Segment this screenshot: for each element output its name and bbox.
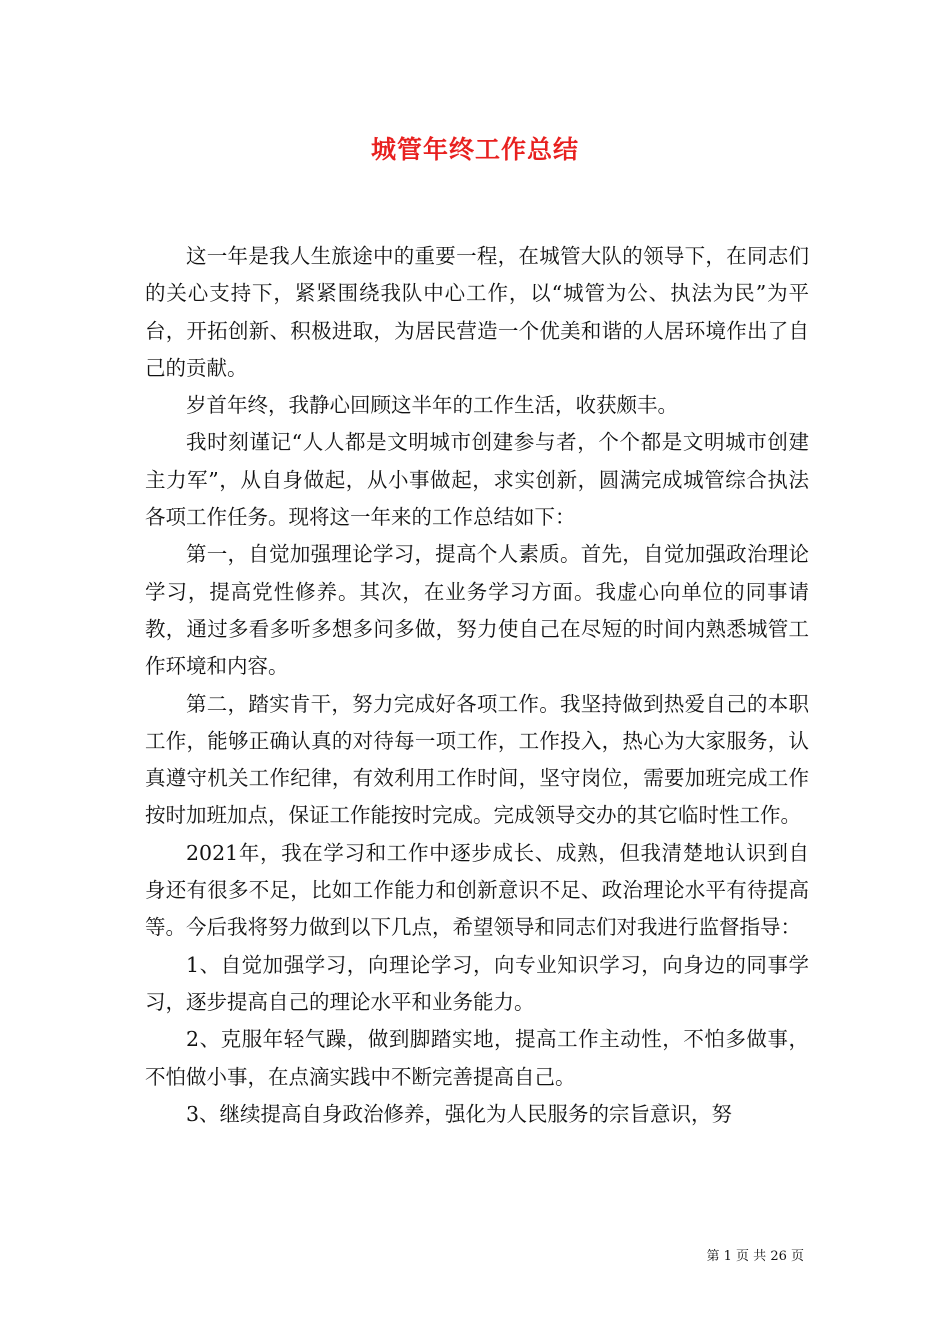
paragraph: 岁首年终，我静心回顾这半年的工作生活，收获颇丰。 (186, 393, 678, 418)
document-body (145, 238, 809, 1133)
paragraph: 第一，自觉加强理论学习，提高个人素质。首先，自觉加强政治理论学习，提高党性修养。其次，在业务学习方面。我虚心向单位的同事请教，通过多看多听多想多问多做，努力使自己在尽短的时间内熟悉城管工作环境和内容。 (145, 542, 809, 679)
paragraph: 3、继续提高自身政治修养，强化为人民服务的宗旨意识，努 (186, 1101, 733, 1126)
document-title: 城管年终工作总结 (370, 135, 579, 164)
paragraph: 这一年是我人生旅途中的重要一程，在城管大队的领导下，在同志们的关心支持下，紧紧围绕我队中心工作，以“城管为公、执法为民”为平台，开拓创新、积极进取，为居民营造一个优美和谐的人居环境作出了自己的贡献。 (145, 244, 809, 380)
paragraph: 我时刻谨记“人人都是文明城市创建参与者，个个都是文明城市创建主力军”，从自身做起，从小事做起，求实创新，圆满完成城管综合执法各项工作任务。现将这一年来的工作总结如下： (145, 430, 809, 530)
paragraph: 2、克服年轻气躁，做到脚踏实地，提高工作主动性，不怕多做事，不怕做小事，在点滴实践中不断完善提高自己。 (145, 1027, 809, 1089)
paragraph: 2021年，我在学习和工作中逐步成长、成熟，但我清楚地认识到自身还有很多不足，比如工作能力和创新意识不足、政治理论水平有待提高等。今后我将努力做到以下几点，希望领导和同志们对我进行监督指导： (145, 840, 809, 940)
paragraph: 第二，踏实肯干，努力完成好各项工作。我坚持做到热爱自己的本职工作，能够正确认真的对待每一项工作，工作投入，热心为大家服务，认真遵守机关工作纪律，有效利用工作时间，坚守岗位，需要加班完成工作按时加班加点，保证工作能按时完成。完成领导交办的其它临时性工作。 (145, 691, 809, 828)
page-number-footer: 第 1 页 共 26 页 (706, 1249, 804, 1264)
paragraph: 1、自觉加强学习，向理论学习，向专业知识学习，向身边的同事学习，逐步提高自己的理论水平和业务能力。 (145, 952, 809, 1014)
